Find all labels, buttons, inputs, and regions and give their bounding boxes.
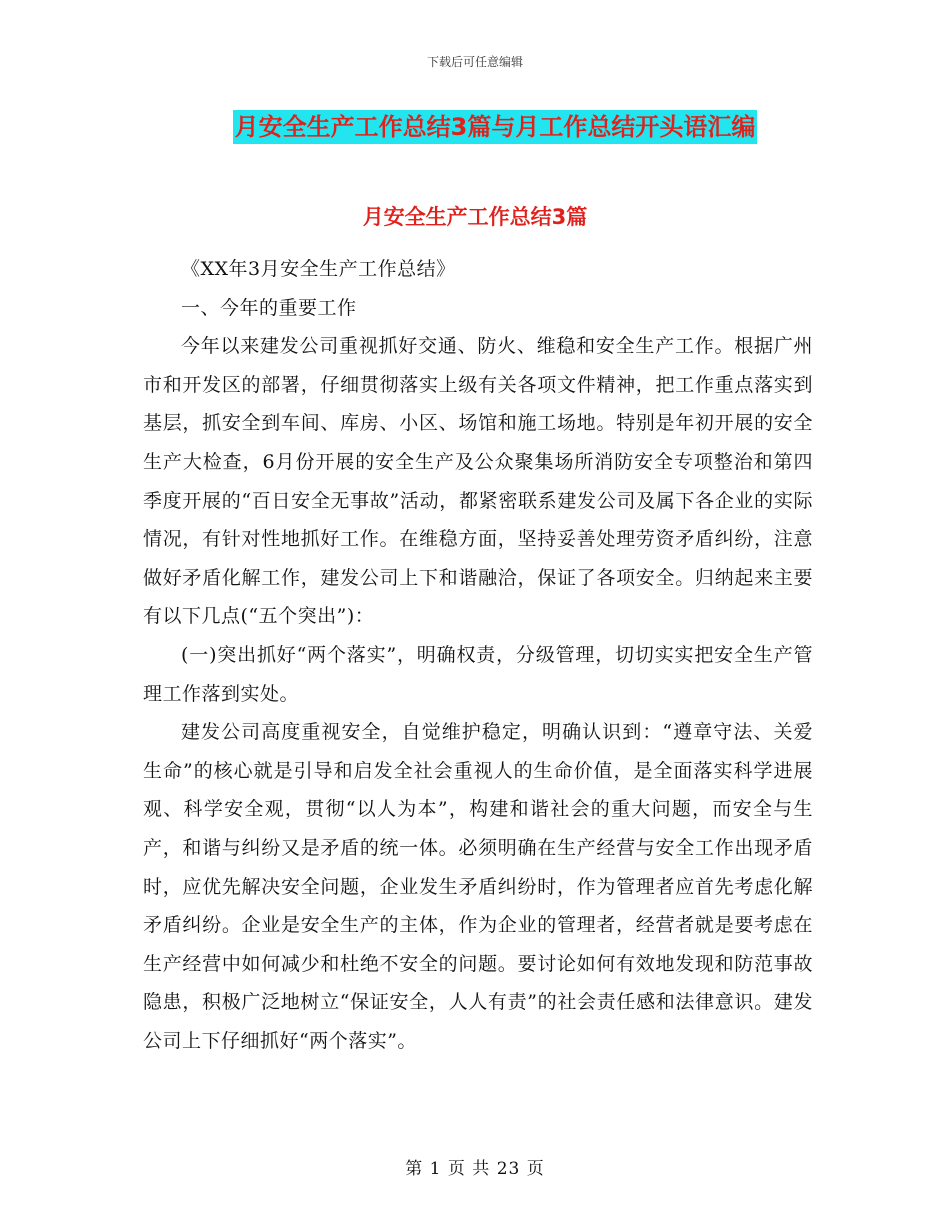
body-paragraph: 今年以来建发公司重视抓好交通、防火、维稳和安全生产工作。根据广州市和开发区的部署，仔细贯彻落实上级有关各项文件精神，把工作重点落实到基层，抓安全到车间、库房、小区、场馆和施工场地。特别是年初开展的安全生产大检查，6月份开展的安全生产及公众聚集场所消防安全专项整治和第四季度开展的“百日安全无事故”活动，都紧密联系建发公司及属下各企业的实际情况，有针对性地抓好工作。在维稳方面，坚持妥善处理劳资矛盾纠纷，注意做好矛盾化解工作，建发公司上下和谐融洽，保证了各项安全。归纳起来主要有以下几点(“五个突出”)： xyxy=(143,335,813,628)
body-paragraph: (一)突出抓好“两个落实”，明确权责，分级管理，切切实实把安全生产管理工作落到实处。 xyxy=(143,643,813,705)
heading-line: 一、今年的重要工作 xyxy=(181,296,357,319)
document-body xyxy=(143,250,813,1060)
body-paragraph: 建发公司高度重视安全，自觉维护稳定，明确认识到：“遵章守法、关爱生命”的核心就是引导和启发全社会重视人的生命价值，是全面落实科学进展观、科学安全观，贯彻“以人为本”，构建和谐社会的重大问题，而安全与生产，和谐与纠纷又是矛盾的统一体。必须明确在生产经营与安全工作出现矛盾时，应优先解决安全问题，企业发生矛盾纠纷时，作为管理者应首先考虑化解矛盾纠纷。企业是安全生产的主体，作为企业的管理者，经营者就是要考虑在生产经营中如何减少和杜绝不安全的问题。要讨论如何有效地发现和防范事故隐患，积极广泛地树立“保证安全，人人有责”的社会责任感和法律意识。建发公司上下仔细抓好“两个落实”。 xyxy=(143,721,813,1052)
main-title-container xyxy=(0,110,950,144)
section-title: 月安全生产工作总结3篇 xyxy=(362,205,588,229)
header-note: 下载后可任意编辑 xyxy=(426,55,523,69)
article-title-line: 《XX年3月安全生产工作总结》 xyxy=(181,258,456,280)
page-number-footer: 第 1 页 共 23 页 xyxy=(405,1159,545,1179)
main-title: 月安全生产工作总结3篇与月工作总结开头语汇编 xyxy=(233,110,758,144)
